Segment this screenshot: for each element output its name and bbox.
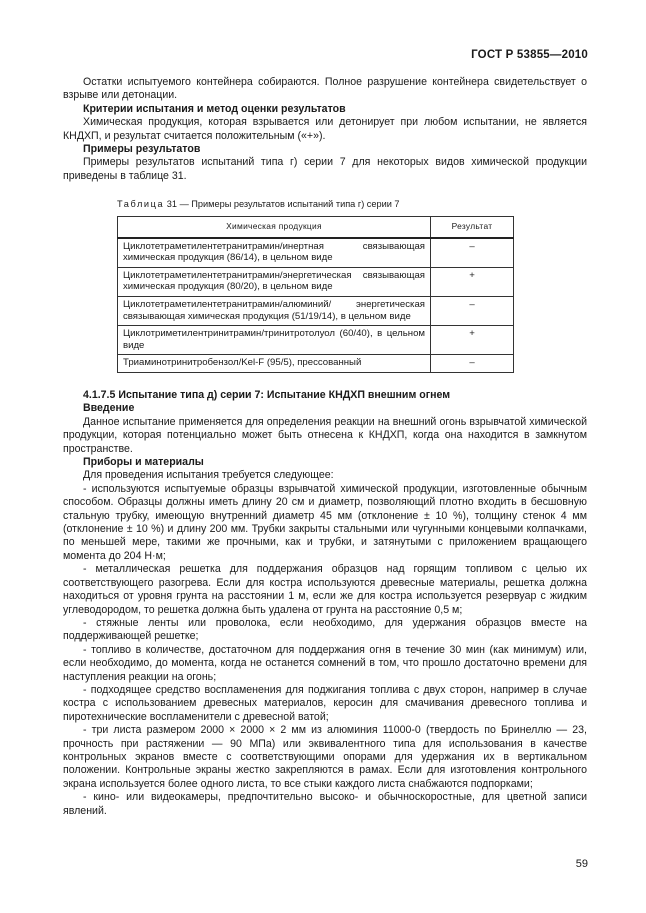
materials-item-grate: - металлическая решетка для поддержания образцов над горящим топливом с целью их соответствующего разогрева. Если для костра используются древесные материалы, решетка должна находиться от уровня грунта на расстоянии 1 м, если же для костра используется резервуар с жидким углеводородом, то решетка должна быть удалена от грунта на расстояние 0,5 м; bbox=[63, 563, 587, 616]
table-cell-product: Циклотриметилентринитрамин/тринитротолуол (60/40), в цельном виде bbox=[118, 326, 431, 355]
materials-item-straps: - стяжные ленты или проволока, если необходимо, для удержания образцов вместе на поддерживающей решетке; bbox=[63, 616, 587, 643]
table-cell-result: – bbox=[431, 355, 514, 373]
criteria-heading: Критерии испытания и метод оценки результатов bbox=[83, 102, 346, 115]
examples-heading: Примеры результатов bbox=[83, 143, 201, 156]
table-cell-product: Триаминотринитробензол/Kel-F (95/5), прессованный bbox=[118, 355, 431, 373]
document-code-header: ГОСТ Р 53855—2010 bbox=[471, 49, 588, 61]
paragraph-container-remains: Остатки испытуемого контейнера собираются. Полное разрушение контейнера свидетельствует о взрыве или детонации. bbox=[63, 76, 587, 102]
table-cell-product: Циклотетраметилентетранитрамин/энергетическая связывающая химическая продукция (80/20), в цельном виде bbox=[118, 267, 431, 296]
materials-item-cameras: - кино- или видеокамеры, предпочтительно высоко- и обычноскоростные, для цветной записи явлений. bbox=[63, 791, 587, 817]
section-title: 4.1.7.5 Испытание типа д) серии 7: Испытание КНДХП внешним огнем bbox=[83, 389, 451, 401]
table-row bbox=[118, 355, 514, 373]
table-cell-result: + bbox=[431, 267, 514, 296]
table-caption bbox=[117, 198, 513, 211]
table-header-row bbox=[118, 216, 514, 238]
results-table bbox=[117, 216, 514, 373]
criteria-text: Химическая продукция, которая взрывается или детонирует при любом испытании, не является КНДХП, и результат считается положительным («+»). bbox=[63, 116, 587, 142]
materials-heading: Приборы и материалы bbox=[83, 456, 204, 469]
table-cell-product: Циклотетраметилентетранитрамин/инертная связывающая химическая продукция (86/14), в цельном виде bbox=[118, 238, 431, 268]
materials-item-screens: - три листа размером 2000 × 2000 × 2 мм из алюминия 11000-0 (твердость по Бринеллю — 23, прочность при растяжении — 90 МПа) или эквивалентного типа для использования в качестве контрольных экранов вместе с соответствующими опорами для удержания их в вертикальном положении. Контрольные экраны жестко закрепляются в рамах. Если для изготовления контрольного экрана используется более одного листа, то все стыки каждого листа снабжаются подпорками; bbox=[63, 724, 587, 790]
intro-heading: Введение bbox=[83, 402, 135, 415]
table-row bbox=[118, 297, 514, 326]
page-number: 59 bbox=[575, 858, 588, 870]
table-row bbox=[118, 238, 514, 268]
page-content bbox=[63, 76, 587, 818]
materials-item-ignition: - подходящее средство воспламенения для поджигания топлива с двух сторон, например в случае костра с использованием древесных материалов, керосин для смачивания древесного топлива и пиротехнические воспламенители с древесной ватой; bbox=[63, 683, 587, 723]
col-header-product: Химическая продукция bbox=[118, 216, 431, 238]
table-row bbox=[118, 326, 514, 355]
materials-lead: Для проведения испытания требуется следующее: bbox=[83, 469, 334, 482]
results-table-block bbox=[117, 198, 513, 373]
col-header-result: Результат bbox=[431, 216, 514, 238]
table-cell-result: + bbox=[431, 326, 514, 355]
examples-text: Примеры результатов испытаний типа г) серии 7 для некоторых видов химической продукции приведены в таблице 31. bbox=[63, 156, 587, 182]
table-caption-lead: Таблица bbox=[117, 199, 165, 210]
materials-item-samples: - используются испытуемые образцы взрывчатой химической продукции, изготовленные обычным способом. Образцы должны иметь длину 20 см и диаметр, позволяющий плотно входить в бесшовную стальную трубку, имеющую внутренний диаметр 45 мм (отклонение ± 10 %), толщину стенок 4 мм (отклонение ± 10 %) и длину 200 мм. Трубки закрыты стальными или чугунными концевыми колпачками, по меньшей мере, такими же прочными, как и трубки, и затянутыми с приложением вращающего момента до 204 Н·м; bbox=[63, 482, 587, 562]
materials-item-fuel: - топливо в количестве, достаточном для поддержания огня в течение 30 мин (как минимум) или, если необходимо, до момента, когда не останется сомнений в том, что прошло достаточно времени для наступления реакции на огонь; bbox=[63, 643, 587, 683]
table-cell-result: – bbox=[431, 297, 514, 326]
intro-text: Данное испытание применяется для определения реакции на внешний огонь взрывчатой химической продукции, которая потенциально может быть отнесена к КНДХП, когда она находится в замкнутом пространстве. bbox=[63, 415, 587, 455]
table-row bbox=[118, 267, 514, 296]
table-cell-result: – bbox=[431, 238, 514, 268]
table-cell-product: Циклотетраметилентетранитрамин/алюминий/ энергетическая связывающая химическая продукция (51/19/14), в цельном виде bbox=[118, 297, 431, 326]
table-caption-rest: 31 — Примеры результатов испытаний типа г) серии 7 bbox=[166, 199, 400, 210]
